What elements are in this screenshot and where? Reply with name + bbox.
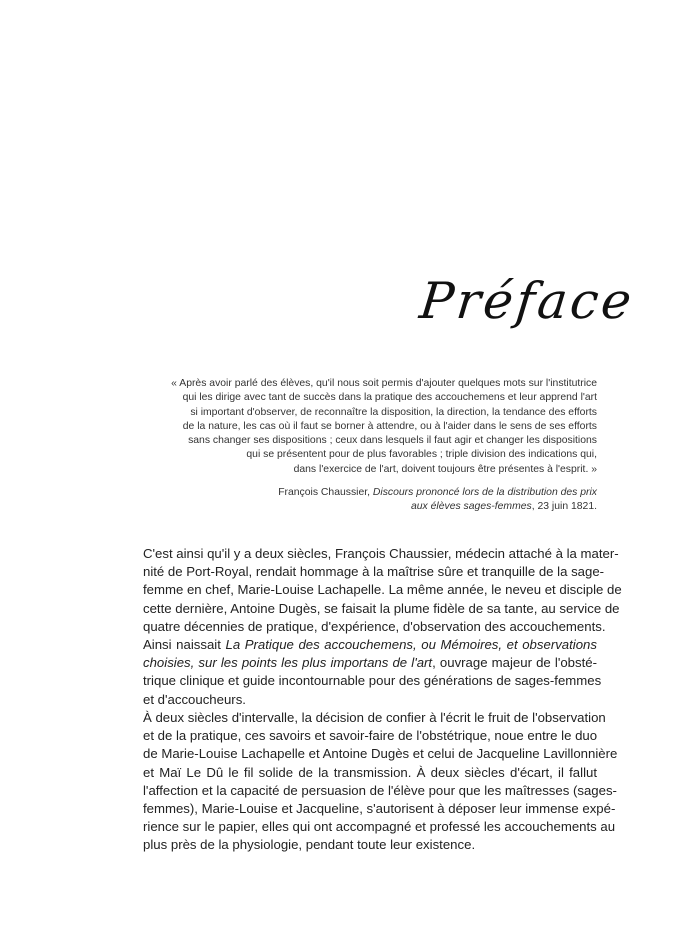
body-line: et de la pratique, ces savoirs et savoir-faire de l'obstétrique, noue entre le duo xyxy=(143,728,598,744)
epigraph-line: qui les dirige avec tant de succès dans la pratique des accouchemens et leur apprend l'art xyxy=(182,392,597,404)
epigraph-line: de la nature, les cas où il faut se borner à attendre, ou à l'aider dans le sens de ses efforts xyxy=(182,420,597,432)
attribution-work: aux élèves sages-femmes xyxy=(411,500,532,512)
body-line: cette dernière, Antoine Dugès, se faisait la plume fidèle de sa tante, au service de xyxy=(143,600,620,616)
body-line: À deux siècles d'intervalle, la décision de confier à l'écrit le fruit de l'observation xyxy=(143,710,606,725)
page-title: Préface xyxy=(416,271,638,330)
attribution-author: François Chaussier, xyxy=(278,487,373,498)
attribution-work: Discours prononcé lors de la distribution des prix xyxy=(372,487,597,498)
body-text: , ouvrage majeur de l'obsté- xyxy=(432,655,597,671)
epigraph-line: qui se présentent pour de plus favorables ; triple division des indications qui, xyxy=(246,449,597,461)
book-title: choisies, sur les points les plus importans de l'art xyxy=(143,655,433,671)
body-line: plus près de la physiologie, pendant toute leur existence. xyxy=(143,837,476,853)
epigraph-quote xyxy=(150,377,597,477)
body-line: C'est ainsi qu'il y a deux siècles, François Chaussier, médecin attaché à la mater- xyxy=(143,546,619,561)
paragraph-2 xyxy=(143,709,618,855)
epigraph-line: dans l'exercice de l'art, doivent toujours être présentes à l'esprit. » xyxy=(293,463,597,475)
body-line: et d'accoucheurs. xyxy=(143,691,246,707)
epigraph-attribution xyxy=(200,486,597,513)
body-line xyxy=(143,636,597,654)
body-line: nité de Port-Royal, rendait hommage à la maîtrise sûre et tranquille de la sage- xyxy=(143,564,605,580)
body-line: femmes), Marie-Louise et Jacqueline, s'autorisent à déposer leur immense expé- xyxy=(143,801,616,817)
epigraph-line: « Après avoir parlé des élèves, qu'il nous soit permis d'ajouter quelques mots sur l'institutrice xyxy=(171,378,597,389)
paragraph-1 xyxy=(143,545,622,709)
body-line xyxy=(143,654,597,672)
body-line: et Maï Le Dû le fil solide de la transmission. À deux siècles d'écart, il fallut xyxy=(143,764,597,780)
body-line: l'affection et la capacité de persuasion de l'élève pour que les maîtresses (sages- xyxy=(143,782,617,798)
book-title: La Pratique des accouchemens, ou Mémoires, et observations xyxy=(225,637,597,653)
epigraph-line: sans changer ses dispositions ; ceux dans lesquels il faut agir et changer les dispositions xyxy=(188,435,597,447)
epigraph-line: si important d'observer, de reconnaître la disposition, la direction, la tendance des efforts xyxy=(190,406,597,418)
body-line: trique clinique et guide incontournable pour des générations de sages-femmes xyxy=(143,673,602,689)
body-line: de Marie-Louise Lachapelle et Antoine Dugès et celui de Jacqueline Lavillonnière xyxy=(143,746,618,762)
body-line: quatre décennies de pratique, d'expérience, d'observation des accouchements. xyxy=(143,618,606,634)
body-text: Ainsi naissait xyxy=(143,637,226,653)
body-line: rience sur le papier, elles qui ont accompagné et professé les accouchements au xyxy=(143,819,616,835)
attribution-date: , 23 juin 1821. xyxy=(531,500,597,512)
body-line: femme en chef, Marie-Louise Lachapelle. La même année, le neveu et disciple de xyxy=(143,582,622,598)
